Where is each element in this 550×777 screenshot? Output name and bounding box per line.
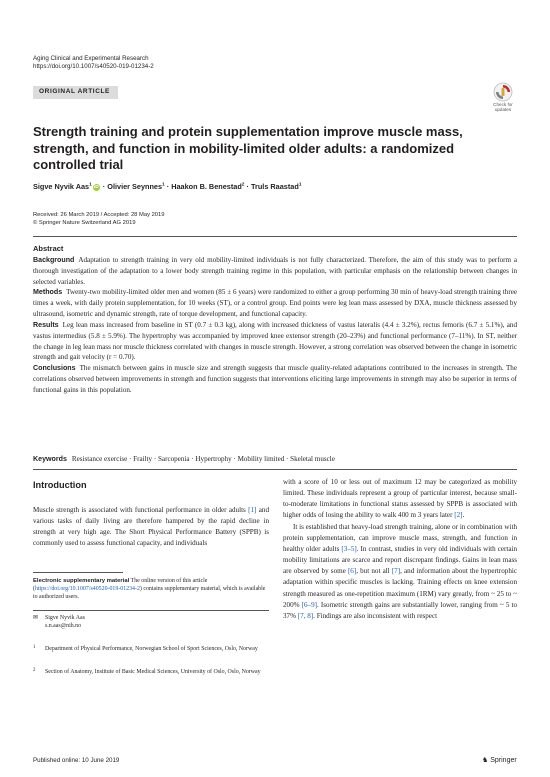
publisher-logo: [482, 756, 517, 764]
background-text: Adaptation to strength training in very old mobility-limited individuals is not fully characterized. Therefore, the aim of this study was to perform a thorough investigation of the adaptation to a lower body strength training regime in this population, with particular emphasis on the relationship between changes in selected variables.: [33, 255, 517, 286]
text-run: ) contains supplementary material, which is available to authorized users.: [33, 586, 266, 601]
results-text: Leg lean mass increased from baseline in ST (0.7 ± 0.3 kg), along with increased thickness of vastus lateralis (4.4 ± 3.2%), rectus femoris (6.7 ± 5.1%), and vastus intermedius (5.8 ± 5.9%). The hypertrophy was accompanied by improved knee extensor strength (20–23%) and functional performance (7–11%). In ST, neither the change in leg lean mass nor muscle thickness correlated with changes in muscle strength. However, a strong correlation was observed between the change in isometric strength and gait velocity (r = 0.70).: [33, 320, 517, 362]
affiliation-number: 2: [33, 668, 36, 673]
text-run: and various tasks of daily living are therefore hampered by the rapid decline in strength at very high age. The Short Physical Performance Battery (SPPB) is commonly used to assess functional capacity, and individuals: [33, 506, 269, 548]
methods-label: Methods: [33, 288, 63, 297]
citation-link[interactable]: [6]: [347, 567, 357, 576]
affiliation-number: 1: [33, 645, 36, 650]
abstract-results: [33, 320, 517, 363]
citation-link[interactable]: [7, 8]: [297, 611, 314, 620]
conclusions-label: Conclusions: [33, 364, 76, 373]
received-accepted: Received: 26 March 2019 / Accepted: 28 May 2019: [33, 212, 165, 218]
text-run: . Findings are also inconsistent with respect: [313, 611, 438, 620]
intro-paragraph: [283, 477, 517, 522]
text-run: Muscle strength is associated with functional performance in older adults: [33, 506, 249, 514]
check-for-updates-badge[interactable]: [486, 82, 520, 116]
right-column: [283, 477, 517, 622]
affiliation-2: [33, 668, 269, 676]
affiliation-1: [33, 645, 269, 653]
article-type: ORIGINAL ARTICLE: [39, 88, 110, 95]
author-name[interactable]: Haakon B. Benestad: [171, 182, 242, 191]
check-updates-line1: Check for: [493, 102, 513, 107]
text-run: The online version of this article (: [33, 578, 208, 593]
author-affiliation: 2: [241, 182, 245, 188]
abstract: [33, 244, 517, 396]
text-run: It is established that heavy-load strength training, alone or in combination with protein supplementation, can improve muscle mass, strength, and function in healthy older adults: [283, 522, 517, 553]
corresponding-email[interactable]: s.n.aas@nih.no: [45, 623, 82, 630]
intro-paragraph: [283, 522, 517, 622]
copyright: © Springer Nature Switzerland AG 2019: [33, 220, 136, 227]
divider: [33, 236, 517, 237]
article-type-banner: [33, 86, 118, 99]
journal-doi[interactable]: https://doi.org/10.1007/s40520-019-01234-2: [33, 63, 154, 71]
abstract-background: [33, 255, 517, 288]
published-online: Published online: 10 June 2019: [33, 757, 120, 764]
conclusions-text: The mismatch between gains in muscle size and strength suggests that muscle quality-related adaptations contributed to the increases in strength. The correlations observed between improvements in strength and function suggests that interventions eliciting large improvements in strength may also be superior in terms of functional gains in this population.: [33, 364, 517, 394]
correspondence: [33, 614, 269, 630]
esm-note: [33, 577, 269, 601]
publication-dates: [33, 211, 164, 228]
corresponding-author: Sigve Nyvik Aas: [45, 615, 85, 621]
divider: [33, 469, 517, 470]
text-run: , but not all: [356, 567, 392, 576]
results-label: Results: [33, 320, 59, 329]
footnotes: [33, 577, 269, 601]
article-title: Strength training and protein supplementation improve muscle mass, strength, and function in mobility-limited older adults: a randomized controlled trial: [33, 124, 463, 172]
citation-link[interactable]: [7]: [391, 567, 401, 576]
citation-link[interactable]: [6–9]: [301, 600, 318, 609]
check-updates-icon: [493, 82, 513, 102]
envelope-icon: ✉: [33, 615, 38, 621]
author-affiliation: 1: [298, 182, 302, 188]
citation-link[interactable]: [2]: [454, 511, 463, 520]
citation-link[interactable]: [3–5]: [341, 544, 357, 553]
left-column: [33, 505, 269, 550]
author-name[interactable]: Olivier Seynnes: [107, 182, 163, 191]
affiliation-text: Section of Anatomy, Institute of Basic Medical Sciences, University of Oslo, Oslo, Norway: [45, 669, 261, 675]
citation-link[interactable]: [1]: [248, 506, 257, 514]
methods-text: Twenty-two mobility-limited older men and women (85 ± 6 years) were randomized to either a group performing 30 min of heavy-load strength training three times a week, with daily protein supplementation, for 10 weeks (ST), or a control group. End points were leg lean mass assessed by DXA, muscle thickness assessed by ultrasound, isometric and dynamic strength, rate of torque development, and functional capacity.: [33, 288, 517, 319]
author-name[interactable]: Truls Raastad: [250, 182, 299, 191]
intro-paragraph: [33, 505, 269, 550]
springer-horse-icon: ♞: [482, 757, 489, 764]
check-updates-line2: updates: [494, 107, 512, 112]
introduction-heading: Introduction: [33, 480, 87, 490]
divider: [33, 610, 269, 611]
orcid-icon[interactable]: iD: [93, 185, 99, 190]
journal-name: Aging Clinical and Experimental Research: [33, 55, 149, 62]
text-run: . In contrast, studies in very old individuals with certain mobility limitations are scarce and report discrepant findings. Gains in lean mass are observed by some: [283, 544, 517, 576]
abstract-heading: Abstract: [33, 244, 64, 253]
author-name[interactable]: Sigve Nyvik Aas: [33, 182, 90, 191]
esm-label: Electronic supplementary material: [33, 578, 130, 584]
abstract-conclusions: [33, 363, 517, 396]
keywords-text: Resistance exercise · Frailty · Sarcopenia · Hypertrophy · Mobility limited · Skeletal muscle: [71, 455, 335, 463]
footnote-divider: [33, 572, 123, 573]
affiliation-text: Department of Physical Performance, Norwegian School of Sport Sciences, Oslo, Norway: [45, 646, 258, 652]
keywords: [33, 455, 517, 463]
keywords-label: Keywords: [33, 455, 67, 463]
text-run: , and information about the hypertrophic adaptation within specific muscles is lacking. Training effects on knee extension strength measured as one-repetition maximum (1RM) vary greatly, from ~ 25 to ~ 200%: [283, 567, 518, 609]
author-list: Sigve Nyvik Aas$^1$ iD · Olivier Seynnes$^1$ · Haakon B. Benestad$^2$ · Truls Raastad$^1$: [33, 182, 302, 191]
background-label: Background: [33, 255, 75, 264]
publisher-name: Springer: [490, 757, 517, 764]
text-run: .: [462, 511, 465, 520]
author-affiliation: 1: [89, 182, 92, 188]
text-run: . Isometric strength gains are substantially lower, ranging from ~ 5 to 37%: [283, 600, 518, 620]
journal-header: [33, 55, 154, 72]
esm-link[interactable]: https://doi.org/10.1007/s40520-019-01234-2: [34, 586, 140, 593]
text-run: with a score of 10 or less out of maximum 12 may be categorized as mobility limited. These individuals represent a group of particular interest, because small-to-moderate limitations in functional status assessed by SPPB is associated with higher odds of losing the ability to walk 400 m 3 years later: [283, 478, 517, 520]
abstract-methods: [33, 287, 517, 320]
author-affiliation: 1: [162, 182, 165, 188]
